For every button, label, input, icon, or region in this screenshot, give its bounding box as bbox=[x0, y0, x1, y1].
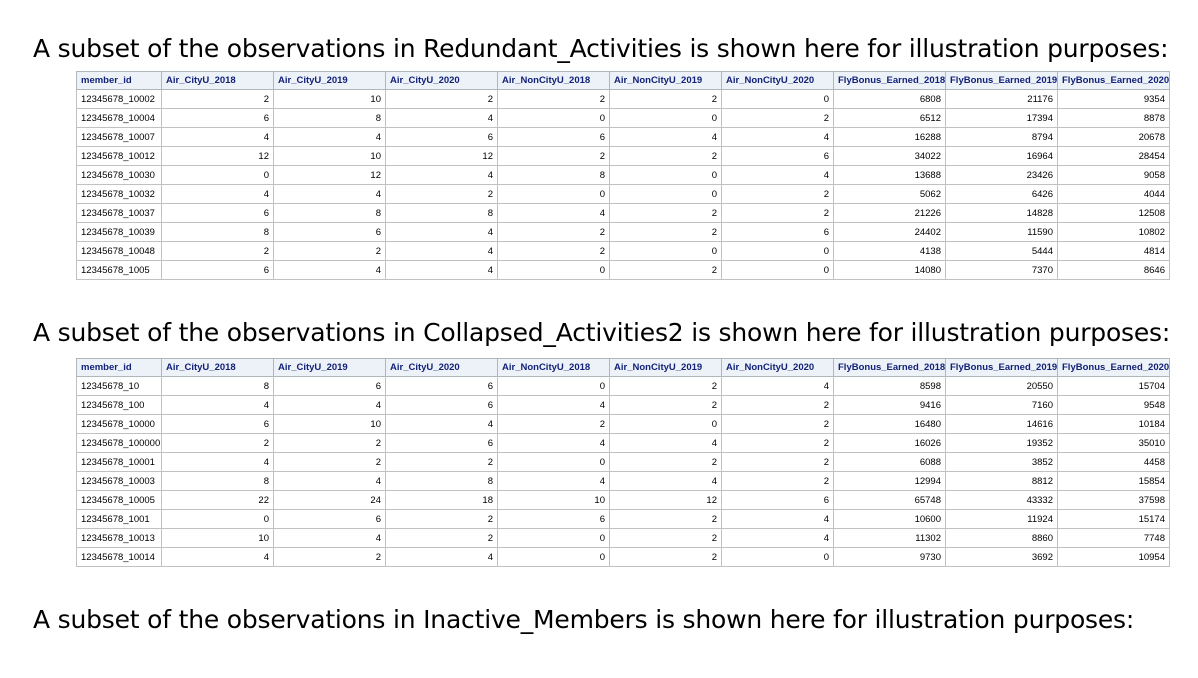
table-cell-air-noncityu-2018: 2 bbox=[498, 147, 610, 166]
column-header-air-noncityu-2019: Air_NonCityU_2019 bbox=[610, 72, 722, 90]
table-cell-air-noncityu-2020: 2 bbox=[722, 185, 834, 204]
table-header-row bbox=[77, 359, 1170, 377]
table-cell-air-cityu-2020: 6 bbox=[386, 128, 498, 147]
table-cell-air-cityu-2018: 6 bbox=[162, 204, 274, 223]
column-header-air-cityu-2020: Air_CityU_2020 bbox=[386, 72, 498, 90]
table-row bbox=[77, 90, 1170, 109]
table-cell-flybonus-earned-2020: 8878 bbox=[1058, 109, 1170, 128]
column-header-flybonus-earned-2018: FlyBonus_Earned_2018 bbox=[834, 359, 946, 377]
table-cell-flybonus-earned-2020: 10802 bbox=[1058, 223, 1170, 242]
table-cell-air-cityu-2018: 2 bbox=[162, 90, 274, 109]
table-cell-member-id: 12345678_10003 bbox=[77, 472, 162, 491]
table-cell-air-noncityu-2018: 4 bbox=[498, 204, 610, 223]
table-cell-flybonus-earned-2020: 10954 bbox=[1058, 548, 1170, 567]
table-cell-air-noncityu-2019: 2 bbox=[610, 204, 722, 223]
table-cell-air-cityu-2019: 2 bbox=[274, 548, 386, 567]
table-cell-air-cityu-2020: 2 bbox=[386, 90, 498, 109]
table-cell-flybonus-earned-2018: 6088 bbox=[834, 453, 946, 472]
table-cell-member-id: 12345678_10012 bbox=[77, 147, 162, 166]
table-cell-air-cityu-2018: 6 bbox=[162, 261, 274, 280]
table-cell-air-cityu-2018: 8 bbox=[162, 472, 274, 491]
table-cell-air-noncityu-2020: 2 bbox=[722, 453, 834, 472]
table-cell-air-noncityu-2019: 12 bbox=[610, 491, 722, 510]
table-cell-air-noncityu-2019: 2 bbox=[610, 223, 722, 242]
table-cell-air-noncityu-2019: 4 bbox=[610, 128, 722, 147]
table-cell-air-cityu-2018: 12 bbox=[162, 147, 274, 166]
table-cell-flybonus-earned-2018: 16288 bbox=[834, 128, 946, 147]
table-cell-air-cityu-2020: 4 bbox=[386, 109, 498, 128]
table-cell-air-cityu-2019: 10 bbox=[274, 90, 386, 109]
table-row bbox=[77, 529, 1170, 548]
table-cell-air-noncityu-2019: 2 bbox=[610, 396, 722, 415]
table-cell-member-id: 12345678_10000 bbox=[77, 415, 162, 434]
table-cell-member-id: 12345678_10032 bbox=[77, 185, 162, 204]
table-cell-air-cityu-2019: 2 bbox=[274, 434, 386, 453]
table-cell-flybonus-earned-2020: 9354 bbox=[1058, 90, 1170, 109]
table-cell-flybonus-earned-2020: 9058 bbox=[1058, 166, 1170, 185]
table-cell-flybonus-earned-2019: 3692 bbox=[946, 548, 1058, 567]
table-cell-member-id: 12345678_100 bbox=[77, 396, 162, 415]
table-cell-air-noncityu-2018: 10 bbox=[498, 491, 610, 510]
column-header-air-noncityu-2019: Air_NonCityU_2019 bbox=[610, 359, 722, 377]
table-cell-flybonus-earned-2018: 16480 bbox=[834, 415, 946, 434]
table-cell-flybonus-earned-2020: 15174 bbox=[1058, 510, 1170, 529]
table-cell-flybonus-earned-2018: 12994 bbox=[834, 472, 946, 491]
table-cell-air-noncityu-2018: 0 bbox=[498, 377, 610, 396]
table-cell-flybonus-earned-2019: 16964 bbox=[946, 147, 1058, 166]
table-cell-air-noncityu-2019: 2 bbox=[610, 453, 722, 472]
table-cell-air-cityu-2018: 4 bbox=[162, 128, 274, 147]
table-cell-air-noncityu-2020: 2 bbox=[722, 434, 834, 453]
table-cell-flybonus-earned-2020: 15704 bbox=[1058, 377, 1170, 396]
table-cell-air-noncityu-2020: 2 bbox=[722, 396, 834, 415]
table-cell-air-noncityu-2018: 2 bbox=[498, 223, 610, 242]
table-cell-air-noncityu-2020: 2 bbox=[722, 204, 834, 223]
table-cell-air-noncityu-2018: 4 bbox=[498, 472, 610, 491]
table-cell-flybonus-earned-2018: 6512 bbox=[834, 109, 946, 128]
table-cell-flybonus-earned-2019: 19352 bbox=[946, 434, 1058, 453]
table-cell-flybonus-earned-2018: 9730 bbox=[834, 548, 946, 567]
table-row bbox=[77, 147, 1170, 166]
table-cell-air-noncityu-2018: 6 bbox=[498, 510, 610, 529]
table-cell-air-cityu-2018: 4 bbox=[162, 548, 274, 567]
table-cell-air-noncityu-2019: 0 bbox=[610, 185, 722, 204]
table-cell-air-noncityu-2019: 2 bbox=[610, 90, 722, 109]
table-cell-member-id: 12345678_10013 bbox=[77, 529, 162, 548]
table-row bbox=[77, 166, 1170, 185]
table-cell-air-cityu-2019: 8 bbox=[274, 109, 386, 128]
table-cell-member-id: 12345678_10 bbox=[77, 377, 162, 396]
table-cell-member-id: 12345678_1005 bbox=[77, 261, 162, 280]
table-cell-air-cityu-2018: 8 bbox=[162, 223, 274, 242]
table-row bbox=[77, 415, 1170, 434]
table-cell-air-cityu-2020: 8 bbox=[386, 472, 498, 491]
table-cell-air-cityu-2020: 4 bbox=[386, 223, 498, 242]
table-row bbox=[77, 434, 1170, 453]
table-cell-member-id: 12345678_10007 bbox=[77, 128, 162, 147]
table-row bbox=[77, 223, 1170, 242]
table-cell-air-cityu-2020: 6 bbox=[386, 377, 498, 396]
table-cell-flybonus-earned-2020: 35010 bbox=[1058, 434, 1170, 453]
table-cell-flybonus-earned-2018: 16026 bbox=[834, 434, 946, 453]
table-cell-air-noncityu-2018: 0 bbox=[498, 453, 610, 472]
table-row bbox=[77, 396, 1170, 415]
table-cell-air-cityu-2018: 0 bbox=[162, 510, 274, 529]
table-cell-flybonus-earned-2019: 17394 bbox=[946, 109, 1058, 128]
table-cell-flybonus-earned-2020: 12508 bbox=[1058, 204, 1170, 223]
table-cell-flybonus-earned-2019: 6426 bbox=[946, 185, 1058, 204]
table-row bbox=[77, 109, 1170, 128]
table-cell-air-cityu-2020: 12 bbox=[386, 147, 498, 166]
table-cell-flybonus-earned-2019: 23426 bbox=[946, 166, 1058, 185]
table-cell-air-noncityu-2019: 2 bbox=[610, 377, 722, 396]
table-cell-air-noncityu-2019: 4 bbox=[610, 472, 722, 491]
table-cell-air-noncityu-2020: 0 bbox=[722, 90, 834, 109]
column-header-air-cityu-2018: Air_CityU_2018 bbox=[162, 359, 274, 377]
table-cell-air-cityu-2020: 2 bbox=[386, 529, 498, 548]
table-cell-flybonus-earned-2019: 21176 bbox=[946, 90, 1058, 109]
table-cell-flybonus-earned-2020: 10184 bbox=[1058, 415, 1170, 434]
table-cell-flybonus-earned-2020: 9548 bbox=[1058, 396, 1170, 415]
table-cell-air-noncityu-2019: 0 bbox=[610, 415, 722, 434]
table-cell-flybonus-earned-2019: 8812 bbox=[946, 472, 1058, 491]
table-cell-air-cityu-2018: 4 bbox=[162, 185, 274, 204]
table-cell-member-id: 12345678_10039 bbox=[77, 223, 162, 242]
table-cell-air-noncityu-2020: 4 bbox=[722, 166, 834, 185]
table-cell-member-id: 12345678_1001 bbox=[77, 510, 162, 529]
table-cell-air-cityu-2020: 4 bbox=[386, 242, 498, 261]
table-cell-air-noncityu-2018: 4 bbox=[498, 434, 610, 453]
table-cell-air-noncityu-2019: 4 bbox=[610, 434, 722, 453]
table-cell-flybonus-earned-2018: 4138 bbox=[834, 242, 946, 261]
table-row bbox=[77, 377, 1170, 396]
table-cell-member-id: 12345678_10014 bbox=[77, 548, 162, 567]
table-cell-air-cityu-2018: 0 bbox=[162, 166, 274, 185]
table-cell-air-cityu-2019: 4 bbox=[274, 472, 386, 491]
table-cell-flybonus-earned-2020: 4458 bbox=[1058, 453, 1170, 472]
table-cell-flybonus-earned-2019: 7370 bbox=[946, 261, 1058, 280]
table-cell-flybonus-earned-2019: 7160 bbox=[946, 396, 1058, 415]
table-cell-air-noncityu-2018: 8 bbox=[498, 166, 610, 185]
table-cell-air-cityu-2019: 4 bbox=[274, 185, 386, 204]
table-cell-air-noncityu-2020: 0 bbox=[722, 261, 834, 280]
table-cell-air-cityu-2019: 12 bbox=[274, 166, 386, 185]
table-cell-air-noncityu-2020: 2 bbox=[722, 415, 834, 434]
table-row bbox=[77, 548, 1170, 567]
table-header-row bbox=[77, 72, 1170, 90]
table-cell-flybonus-earned-2020: 4814 bbox=[1058, 242, 1170, 261]
column-header-air-cityu-2019: Air_CityU_2019 bbox=[274, 359, 386, 377]
heading-redundant-activities: A subset of the observations in Redundant_Activities is shown here for illustration purposes: bbox=[33, 34, 1169, 63]
table-row bbox=[77, 128, 1170, 147]
table-cell-air-cityu-2018: 4 bbox=[162, 453, 274, 472]
table-cell-air-cityu-2019: 4 bbox=[274, 529, 386, 548]
column-header-air-noncityu-2018: Air_NonCityU_2018 bbox=[498, 359, 610, 377]
table-cell-air-noncityu-2019: 2 bbox=[610, 147, 722, 166]
table-cell-air-noncityu-2019: 2 bbox=[610, 510, 722, 529]
table-cell-air-noncityu-2018: 0 bbox=[498, 548, 610, 567]
table-row bbox=[77, 491, 1170, 510]
table-cell-member-id: 12345678_10030 bbox=[77, 166, 162, 185]
table-cell-flybonus-earned-2018: 9416 bbox=[834, 396, 946, 415]
table-cell-air-noncityu-2018: 6 bbox=[498, 128, 610, 147]
table-cell-member-id: 12345678_10037 bbox=[77, 204, 162, 223]
table-cell-member-id: 12345678_10002 bbox=[77, 90, 162, 109]
table-row bbox=[77, 261, 1170, 280]
table-cell-flybonus-earned-2020: 8646 bbox=[1058, 261, 1170, 280]
table-cell-air-cityu-2018: 2 bbox=[162, 434, 274, 453]
table-cell-air-cityu-2018: 6 bbox=[162, 109, 274, 128]
table-cell-air-noncityu-2020: 6 bbox=[722, 147, 834, 166]
table-cell-flybonus-earned-2019: 14616 bbox=[946, 415, 1058, 434]
table-cell-air-cityu-2019: 8 bbox=[274, 204, 386, 223]
table-cell-air-cityu-2020: 6 bbox=[386, 396, 498, 415]
table-cell-flybonus-earned-2019: 11590 bbox=[946, 223, 1058, 242]
table-cell-air-cityu-2019: 4 bbox=[274, 261, 386, 280]
column-header-flybonus-earned-2020: FlyBonus_Earned_2020 bbox=[1058, 72, 1170, 90]
table-cell-air-cityu-2018: 2 bbox=[162, 242, 274, 261]
table-cell-flybonus-earned-2018: 5062 bbox=[834, 185, 946, 204]
table-cell-flybonus-earned-2020: 28454 bbox=[1058, 147, 1170, 166]
table-cell-air-noncityu-2018: 2 bbox=[498, 90, 610, 109]
table-cell-air-noncityu-2018: 0 bbox=[498, 261, 610, 280]
table-cell-flybonus-earned-2020: 37598 bbox=[1058, 491, 1170, 510]
table-cell-flybonus-earned-2019: 3852 bbox=[946, 453, 1058, 472]
table-cell-flybonus-earned-2018: 11302 bbox=[834, 529, 946, 548]
heading-inactive-members: A subset of the observations in Inactive_Members is shown here for illustration purposes: bbox=[33, 605, 1135, 634]
heading-collapsed-activities2: A subset of the observations in Collapsed_Activities2 is shown here for illustration purposes: bbox=[33, 318, 1171, 347]
table-cell-flybonus-earned-2018: 14080 bbox=[834, 261, 946, 280]
table-cell-air-cityu-2018: 6 bbox=[162, 415, 274, 434]
table-cell-member-id: 12345678_10005 bbox=[77, 491, 162, 510]
table-cell-air-cityu-2019: 2 bbox=[274, 453, 386, 472]
table-cell-flybonus-earned-2019: 8860 bbox=[946, 529, 1058, 548]
table-cell-air-noncityu-2018: 0 bbox=[498, 185, 610, 204]
table-cell-air-cityu-2019: 6 bbox=[274, 223, 386, 242]
collapsed-activities2-table bbox=[76, 358, 1170, 567]
table-cell-air-noncityu-2019: 0 bbox=[610, 166, 722, 185]
table-cell-flybonus-earned-2020: 4044 bbox=[1058, 185, 1170, 204]
table-cell-air-noncityu-2020: 0 bbox=[722, 548, 834, 567]
column-header-air-noncityu-2020: Air_NonCityU_2020 bbox=[722, 359, 834, 377]
table-cell-air-cityu-2019: 6 bbox=[274, 510, 386, 529]
table-cell-air-cityu-2018: 22 bbox=[162, 491, 274, 510]
table-row bbox=[77, 472, 1170, 491]
table-cell-air-cityu-2020: 4 bbox=[386, 415, 498, 434]
table-cell-air-cityu-2019: 4 bbox=[274, 128, 386, 147]
table-cell-air-cityu-2018: 4 bbox=[162, 396, 274, 415]
column-header-air-cityu-2019: Air_CityU_2019 bbox=[274, 72, 386, 90]
table-cell-air-noncityu-2020: 2 bbox=[722, 109, 834, 128]
column-header-flybonus-earned-2019: FlyBonus_Earned_2019 bbox=[946, 72, 1058, 90]
table-cell-air-noncityu-2020: 4 bbox=[722, 510, 834, 529]
table-cell-flybonus-earned-2018: 65748 bbox=[834, 491, 946, 510]
table-cell-member-id: 12345678_10004 bbox=[77, 109, 162, 128]
table-cell-air-noncityu-2018: 0 bbox=[498, 529, 610, 548]
table-cell-air-noncityu-2019: 0 bbox=[610, 242, 722, 261]
table-cell-air-noncityu-2019: 2 bbox=[610, 261, 722, 280]
table-cell-air-cityu-2019: 24 bbox=[274, 491, 386, 510]
table-cell-air-cityu-2020: 2 bbox=[386, 453, 498, 472]
table-cell-air-cityu-2020: 18 bbox=[386, 491, 498, 510]
table-cell-flybonus-earned-2018: 8598 bbox=[834, 377, 946, 396]
table-row bbox=[77, 510, 1170, 529]
table-cell-air-noncityu-2020: 2 bbox=[722, 472, 834, 491]
table-cell-air-noncityu-2020: 4 bbox=[722, 128, 834, 147]
table-cell-flybonus-earned-2018: 10600 bbox=[834, 510, 946, 529]
table-cell-air-cityu-2020: 2 bbox=[386, 185, 498, 204]
table-cell-air-cityu-2020: 4 bbox=[386, 261, 498, 280]
column-header-flybonus-earned-2020: FlyBonus_Earned_2020 bbox=[1058, 359, 1170, 377]
table-cell-member-id: 12345678_10001 bbox=[77, 453, 162, 472]
table-cell-air-cityu-2019: 4 bbox=[274, 396, 386, 415]
table-cell-air-noncityu-2019: 2 bbox=[610, 548, 722, 567]
table-cell-air-cityu-2019: 2 bbox=[274, 242, 386, 261]
table-cell-air-cityu-2020: 8 bbox=[386, 204, 498, 223]
table-cell-air-noncityu-2018: 2 bbox=[498, 242, 610, 261]
table-cell-air-noncityu-2018: 2 bbox=[498, 415, 610, 434]
table-cell-member-id: 12345678_10048 bbox=[77, 242, 162, 261]
table-cell-air-noncityu-2020: 0 bbox=[722, 242, 834, 261]
column-header-air-cityu-2020: Air_CityU_2020 bbox=[386, 359, 498, 377]
table-row bbox=[77, 453, 1170, 472]
table-cell-air-noncityu-2020: 4 bbox=[722, 377, 834, 396]
column-header-air-noncityu-2018: Air_NonCityU_2018 bbox=[498, 72, 610, 90]
table-cell-flybonus-earned-2020: 20678 bbox=[1058, 128, 1170, 147]
table-cell-air-noncityu-2019: 0 bbox=[610, 109, 722, 128]
table-cell-flybonus-earned-2018: 34022 bbox=[834, 147, 946, 166]
table-cell-air-cityu-2020: 4 bbox=[386, 548, 498, 567]
column-header-member-id: member_id bbox=[77, 359, 162, 377]
table-cell-air-noncityu-2020: 4 bbox=[722, 529, 834, 548]
table-cell-flybonus-earned-2019: 14828 bbox=[946, 204, 1058, 223]
table-cell-air-cityu-2019: 6 bbox=[274, 377, 386, 396]
table-cell-flybonus-earned-2019: 11924 bbox=[946, 510, 1058, 529]
table-cell-flybonus-earned-2020: 7748 bbox=[1058, 529, 1170, 548]
column-header-flybonus-earned-2018: FlyBonus_Earned_2018 bbox=[834, 72, 946, 90]
table-cell-air-cityu-2020: 4 bbox=[386, 166, 498, 185]
table-row bbox=[77, 204, 1170, 223]
table-cell-air-noncityu-2020: 6 bbox=[722, 223, 834, 242]
table-cell-flybonus-earned-2019: 43332 bbox=[946, 491, 1058, 510]
table-cell-air-cityu-2019: 10 bbox=[274, 147, 386, 166]
table-cell-air-noncityu-2020: 6 bbox=[722, 491, 834, 510]
table-cell-flybonus-earned-2020: 15854 bbox=[1058, 472, 1170, 491]
column-header-flybonus-earned-2019: FlyBonus_Earned_2019 bbox=[946, 359, 1058, 377]
table-row bbox=[77, 185, 1170, 204]
table-cell-air-cityu-2018: 10 bbox=[162, 529, 274, 548]
table-cell-air-cityu-2020: 2 bbox=[386, 510, 498, 529]
table-cell-air-cityu-2018: 8 bbox=[162, 377, 274, 396]
table-cell-flybonus-earned-2019: 8794 bbox=[946, 128, 1058, 147]
table-cell-flybonus-earned-2018: 6808 bbox=[834, 90, 946, 109]
table-cell-air-noncityu-2018: 4 bbox=[498, 396, 610, 415]
table-cell-air-cityu-2019: 10 bbox=[274, 415, 386, 434]
column-header-member-id: member_id bbox=[77, 72, 162, 90]
table-cell-member-id: 12345678_100000 bbox=[77, 434, 162, 453]
table-cell-flybonus-earned-2018: 13688 bbox=[834, 166, 946, 185]
table-cell-air-noncityu-2018: 0 bbox=[498, 109, 610, 128]
column-header-air-noncityu-2020: Air_NonCityU_2020 bbox=[722, 72, 834, 90]
table-cell-air-noncityu-2019: 2 bbox=[610, 529, 722, 548]
table-cell-air-cityu-2020: 6 bbox=[386, 434, 498, 453]
table-row bbox=[77, 242, 1170, 261]
table-cell-flybonus-earned-2019: 20550 bbox=[946, 377, 1058, 396]
table-cell-flybonus-earned-2018: 21226 bbox=[834, 204, 946, 223]
column-header-air-cityu-2018: Air_CityU_2018 bbox=[162, 72, 274, 90]
table-cell-flybonus-earned-2018: 24402 bbox=[834, 223, 946, 242]
table-cell-flybonus-earned-2019: 5444 bbox=[946, 242, 1058, 261]
redundant-activities-table bbox=[76, 71, 1170, 280]
